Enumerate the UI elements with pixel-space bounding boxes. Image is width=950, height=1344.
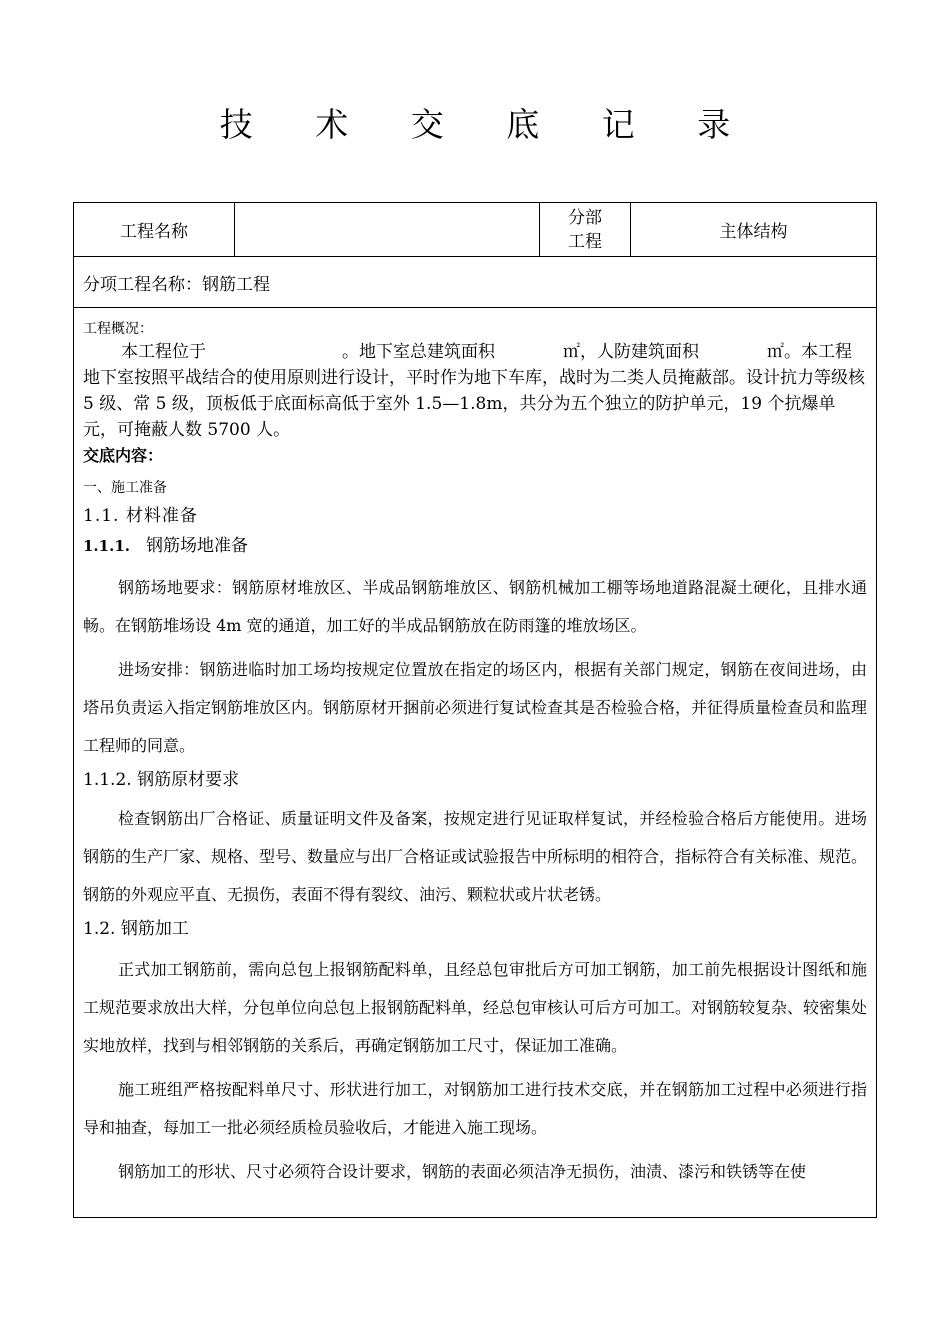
section-1-1-2: 1.1.2. 钢筋原材要求 bbox=[83, 770, 240, 790]
division-value: 主体结构 bbox=[719, 222, 788, 242]
paragraph-raw-material: 检查钢筋出厂合格证、质量证明文件及备案，按规定进行见证取样复试，并经检验合格后方能使用。进场钢筋的生产厂家、规格、型号、数量应与出厂合格证或试验报告中所标明的相符合，指标符合有关标准、规范。钢筋的外观应平直、无损伤，表面不得有裂纹、油污、颗粒状或片状老锈。 bbox=[83, 809, 868, 904]
section-1-1-1-title: 钢筋场地准备 bbox=[145, 536, 248, 556]
overview-label: 工程概况： bbox=[83, 321, 153, 337]
paragraph-processing-2: 施工班组严格按配料单尺寸、形状进行加工，对钢筋加工进行技术交底，并在钢筋加工过程中必须进行指导和抽查，每加工一批必须经质检员验收后，才能进入施工现场。 bbox=[83, 1080, 867, 1137]
section-1-1: 1.1. 材料准备 bbox=[83, 506, 198, 526]
section-1-1-1-number: 1.1.1. bbox=[83, 537, 130, 555]
disclosure-table bbox=[73, 202, 877, 1218]
content-area bbox=[74, 309, 876, 1191]
header-row bbox=[74, 203, 876, 257]
division-label bbox=[540, 203, 631, 256]
division-label-line2: 工程 bbox=[568, 231, 602, 252]
paragraph-entry-arrangement: 进场安排：钢筋进临时加工场均按规定位置放在指定的场区内，根据有关部门规定，钢筋在夜间进场，由塔吊负责运入指定钢筋堆放区内。钢筋原材开捆前必须进行复试检查其是否检验合格，并征得质量检查员和监理工程师的同意。 bbox=[83, 660, 868, 755]
page-title: 技 术 交 底 记 录 bbox=[219, 105, 757, 144]
paragraph-site-requirements: 钢筋场地要求：钢筋原材堆放区、半成品钢筋堆放区、钢筋机械加工棚等场地道路混凝土硬化，且排水通畅。在钢筋堆场设 4m 宽的通道，加工好的半成品钢筋放在防雨篷的堆放场区。 bbox=[83, 578, 867, 635]
project-name-label: 工程名称 bbox=[74, 203, 235, 256]
subitem-name: 分项工程名称：钢筋工程 bbox=[74, 257, 876, 308]
project-name-value bbox=[235, 203, 540, 256]
overview-text: 本工程位于 。地下室总建筑面积 ㎡，人防建筑面积 ㎡。本工程地下室按照平战结合的使用原则进行设计，平时作为地下车库，战时为二类人员掩蔽部。设计抗力等级核 5 级、常 5 级，顶板低于底面标高低于室外 1.5—1.8m，共分为五个独立的防护单元，19 个抗爆单元，可掩蔽人数 5700 人。 bbox=[83, 342, 865, 440]
content-label: 交底内容： bbox=[83, 446, 164, 465]
paragraph-processing-3: 钢筋加工的形状、尺寸必须符合设计要求，钢筋的表面必须洁净无损伤，油渍、漆污和铁锈等在使 bbox=[118, 1162, 807, 1181]
section-1-2: 1.2. 钢筋加工 bbox=[83, 919, 189, 939]
paragraph-processing-1: 正式加工钢筋前，需向总包上报钢筋配料单，且经总包审批后方可加工钢筋，加工前先根据设计图纸和施工规范要求放出大样，分包单位向总包上报钢筋配料单，经总包审核认可后方可加工。对钢筋较复杂、较密集处实地放样，找到与相邻钢筋的关系后，再确定钢筋加工尺寸，保证加工准确。 bbox=[83, 960, 868, 1055]
division-label-line1: 分部 bbox=[568, 207, 602, 228]
section-1: 一、施工准备 bbox=[83, 480, 167, 496]
section-1-1-1 bbox=[83, 531, 867, 561]
